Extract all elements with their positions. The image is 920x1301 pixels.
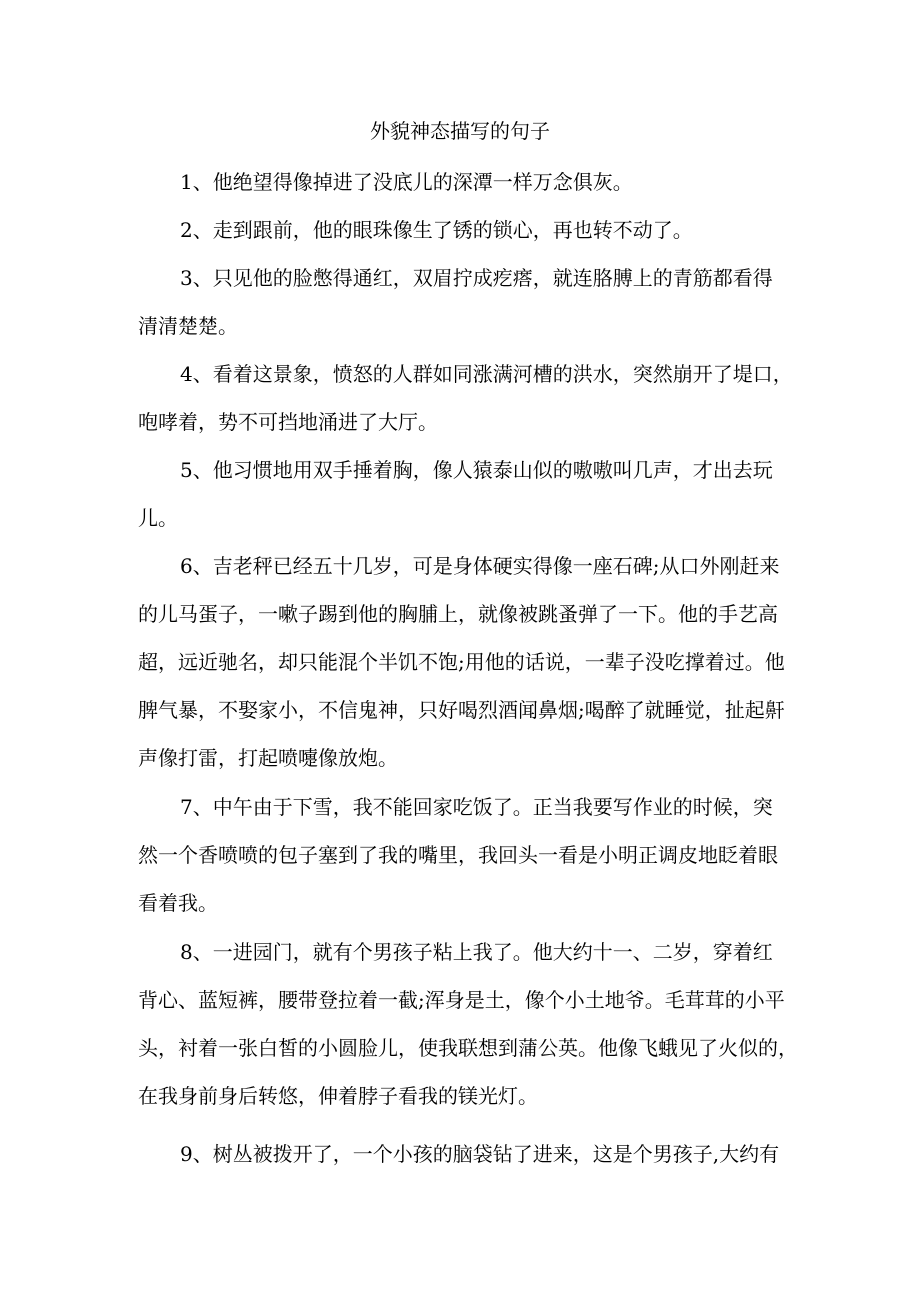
paragraph-line: 声像打雷，打起喷嚏像放炮。 — [138, 746, 398, 770]
paragraph-line: 背心、蓝短裤，腰带登拉着一截;浑身是土，像个小土地爷。毛茸茸的小平 — [138, 988, 785, 1012]
paragraph-line: 4、看着这景象，愤怒的人群如同涨满河槽的洪水，突然崩开了堤口， — [180, 362, 793, 386]
paragraph-line: 2、走到跟前，他的眼珠像生了锈的锁心，再也转不动了。 — [180, 218, 693, 242]
paragraph-line: 9、树丛被拨开了，一个小孩的脑袋钻了进来，这是个男孩子,大约有 — [180, 1142, 780, 1166]
paragraph-3 — [138, 254, 798, 350]
paragraph-5 — [138, 446, 798, 542]
paragraph-line: 6、吉老秤已经五十几岁，可是身体硬实得像一座石碑;从口外刚赶来 — [180, 554, 780, 578]
paragraph-line: 看着我。 — [138, 891, 218, 915]
paragraph-line: 的儿马蛋子，一嗽子踢到他的胸脯上，就像被跳蚤弹了一下。他的手艺高 — [138, 602, 778, 626]
paragraph-line: 8、一进园门，就有个男孩子粘上我了。他大约十一、二岁，穿着红 — [180, 940, 773, 964]
paragraph-line: 7、中午由于下雪，我不能回家吃饭了。正当我要写作业的时候，突 — [180, 795, 773, 819]
paragraph-6 — [138, 542, 798, 782]
paragraph-line: 咆哮着，势不可挡地涌进了大厅。 — [138, 410, 438, 434]
paragraph-7 — [138, 783, 798, 927]
paragraph-4 — [138, 350, 798, 446]
paragraph-line: 脾气暴，不娶家小，不信鬼神，只好喝烈酒闻鼻烟;喝醉了就睡觉，扯起鼾 — [138, 698, 785, 722]
paragraph-line: 然一个香喷喷的包子塞到了我的嘴里，我回头一看是小明正调皮地眨着眼 — [138, 843, 778, 867]
paragraph-line: 1、他绝望得像掉进了没底儿的深潭一样万念俱灰。 — [180, 170, 633, 194]
paragraph-line: 3、只见他的脸憋得通红，双眉拧成疙瘩，就连胳膊上的青筋都看得 — [180, 266, 773, 290]
paragraph-line: 超，远近驰名，却只能混个半饥不饱;用他的话说，一辈子没吃撑着过。他 — [138, 650, 785, 674]
paragraph-line: 在我身前身后转悠，伸着脖子看我的镁光灯。 — [138, 1084, 538, 1108]
paragraph-2 — [138, 206, 798, 254]
paragraph-9 — [138, 1130, 798, 1178]
paragraph-line: 头，衬着一张白皙的小圆脸儿，使我联想到蒲公英。他像飞蛾见了火似的， — [138, 1036, 798, 1060]
paragraph-1 — [138, 158, 798, 206]
document-title: 外貌神态描写的句子 — [370, 119, 550, 143]
paragraph-line: 清清楚楚。 — [138, 314, 238, 338]
paragraph-line: 5、他习惯地用双手捶着胸，像人猿泰山似的嗷嗷叫几声，才出去玩 — [180, 458, 773, 482]
paragraph-line: 儿。 — [138, 506, 178, 530]
paragraph-8 — [138, 928, 798, 1120]
